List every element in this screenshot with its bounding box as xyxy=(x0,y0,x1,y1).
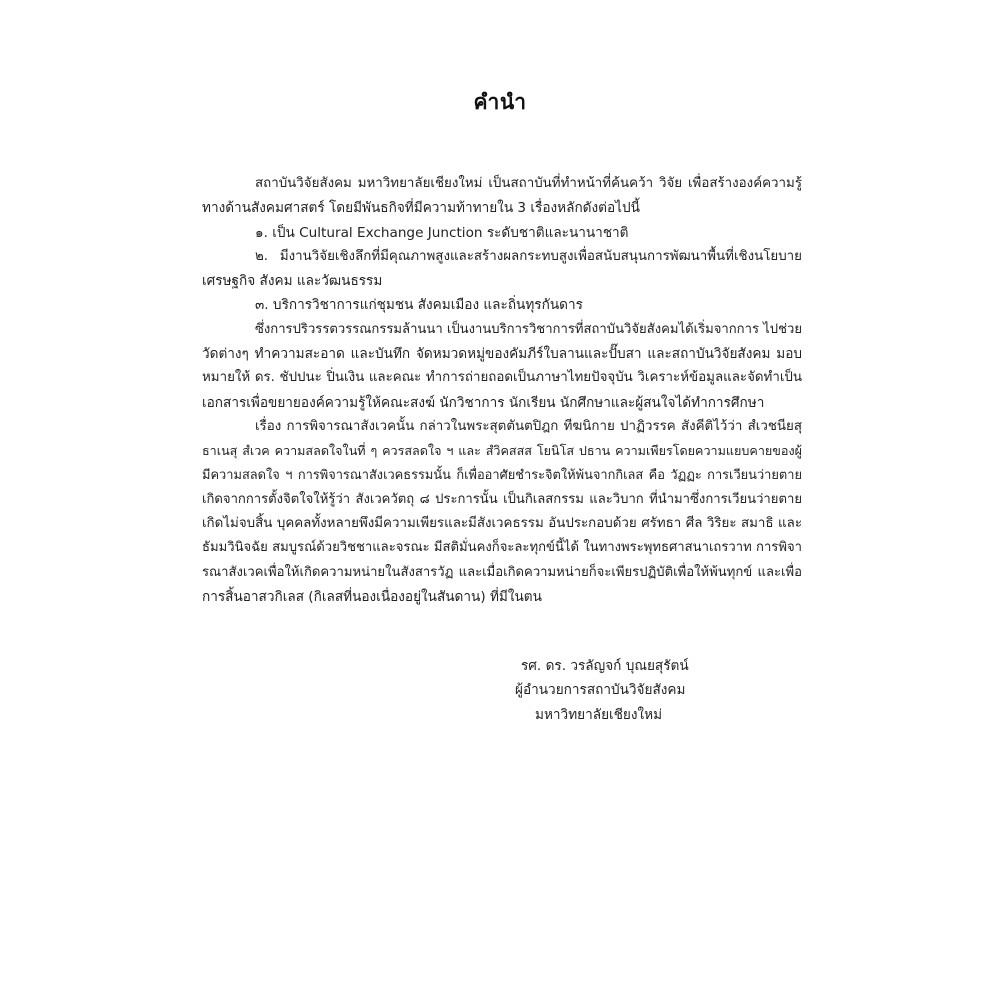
list-item-3: ๓. บริการวิชาการแก่ชุมชน สังคมเมือง และถิ่นทุรกันดาร xyxy=(255,297,583,314)
list-item-2: ๒. มีงานวิจัยเชิงลึกที่มีคุณภาพสูงและสร้างผลกระทบสูงเพื่อสนับสนุนการพัฒนาพื้นที่เชิงนโยบาย xyxy=(255,248,802,264)
signatory-name: รศ. ดร. วรลัญจก์ บุณยสุรัตน์ xyxy=(521,658,689,674)
page-title: คำนำ xyxy=(473,90,527,114)
paragraph-line: เรื่อง การพิจารณาสังเวคนั้น กล่าวในพระสุตตันตปิฎก ทีฆนิกาย ปาฏิวรรค สังคีติไว้ว่า สํเวชนียสุ xyxy=(255,418,802,434)
signatory-organization: มหาวิทยาลัยเชียงใหม่ xyxy=(535,706,663,723)
paragraph-line: รณาสังเวคเพื่อให้เกิดความหน่ายในสังสารวัฏ และเมื่อเกิดความหน่ายก็จะเพียรปฏิบัติเพื่อให้พ้นทุกข์ และเพื่อ xyxy=(202,564,802,580)
list-item-2-continuation: เศรษฐกิจ สังคม และวัฒนธรรม xyxy=(202,273,383,290)
paragraph-line: การสิ้นอาสวกิเลส (กิเลสที่นองเนื่องอยู่ในสันดาน) ที่มีในตน xyxy=(202,589,542,606)
paragraph-line: ซึ่งการปริวรรตวรรณกรรมล้านนา เป็นงานบริการวิชาการที่สถาบันวิจัยสังคมได้เริ่มจากการ ไปช่วย xyxy=(255,321,802,337)
paragraph-line: ทางด้านสังคมศาสตร์ โดยมีพันธกิจที่มีความท้าทายใน 3 เรื่องหลักดังต่อไปนี้ xyxy=(202,200,640,217)
list-item-1: ๑. เป็น Cultural Exchange Junction ระดับชาติและนานาชาติ xyxy=(255,224,629,241)
paragraph-line: หมายให้ ดร. ชัปปนะ ปิ่นเงิน และคณะ ทำการถ่ายถอดเป็นภาษาไทยปัจจุบัน วิเคราะห์ข้อมูลและจัดทำเป็น xyxy=(202,370,802,386)
signature-block xyxy=(505,654,705,727)
paragraph-line: เอกสารเพื่อขยายองค์ความรู้ให้คณะสงฆ์ นักวิชาการ นักเรียน นักศึกษาและผู้สนใจได้ทำการศึกษา xyxy=(202,394,765,411)
preface-body xyxy=(202,172,802,609)
paragraph-line: เกิดไม่จบสิ้น บุคคลทั้งหลายพึงมีความเพียรและมีสังเวคธรรม อันประกอบด้วย ศรัทธา ศีล วิริยะ สมาธิ และ xyxy=(202,516,802,532)
paragraph-line: วัดต่างๆ ทำความสะอาด และบันทึก จัดหมวดหมู่ของคัมภีร์ใบลานและปั๊บสา และสถาบันวิจัยสังคม มอบ xyxy=(202,346,802,363)
paragraph-line: สถาบันวิจัยสังคม มหาวิทยาลัยเชียงใหม่ เป็นสถาบันที่ทำหน้าที่ค้นคว้า วิจัย เพื่อสร้างองค์ความรู้ xyxy=(255,176,802,191)
paragraph-line: ธาเนสุ สํเวค ความสลดใจในที่ ๆ ควรสลดใจ ฯ และ สํวิคสสส โยนิโส ปธาน ความเพียรโดยความแยบคายของผู้ xyxy=(202,443,802,459)
paragraph-line: มีความสลดใจ ฯ การพิจารณาสังเวคธรรมนั้น ก็เพื่ออาศัยชำระจิตให้พ้นจากกิเลส คือ วัฏฏะ การเวียนว่ายตาย xyxy=(202,467,802,483)
signatory-position: ผู้อำนวยการสถาบันวิจัยสังคม xyxy=(515,682,686,699)
paragraph-line: เกิดจากการตั้งจิตใจให้รู้ว่า สังเวควัตถุ ๘ ประการนั้น เป็นกิเลสกรรม และวิบาก ที่นำมาซึ่งการเวียนว่ายตาย xyxy=(202,491,802,507)
paragraph-line: ธัมมวินิจฉัย สมบูรณ์ด้วยวิชชาและจรณะ มีสติมั่นคงก็จะละทุกข์นี้ได้ ในทางพระพุทธศาสนาเถรวาท การพิจา xyxy=(202,540,802,556)
